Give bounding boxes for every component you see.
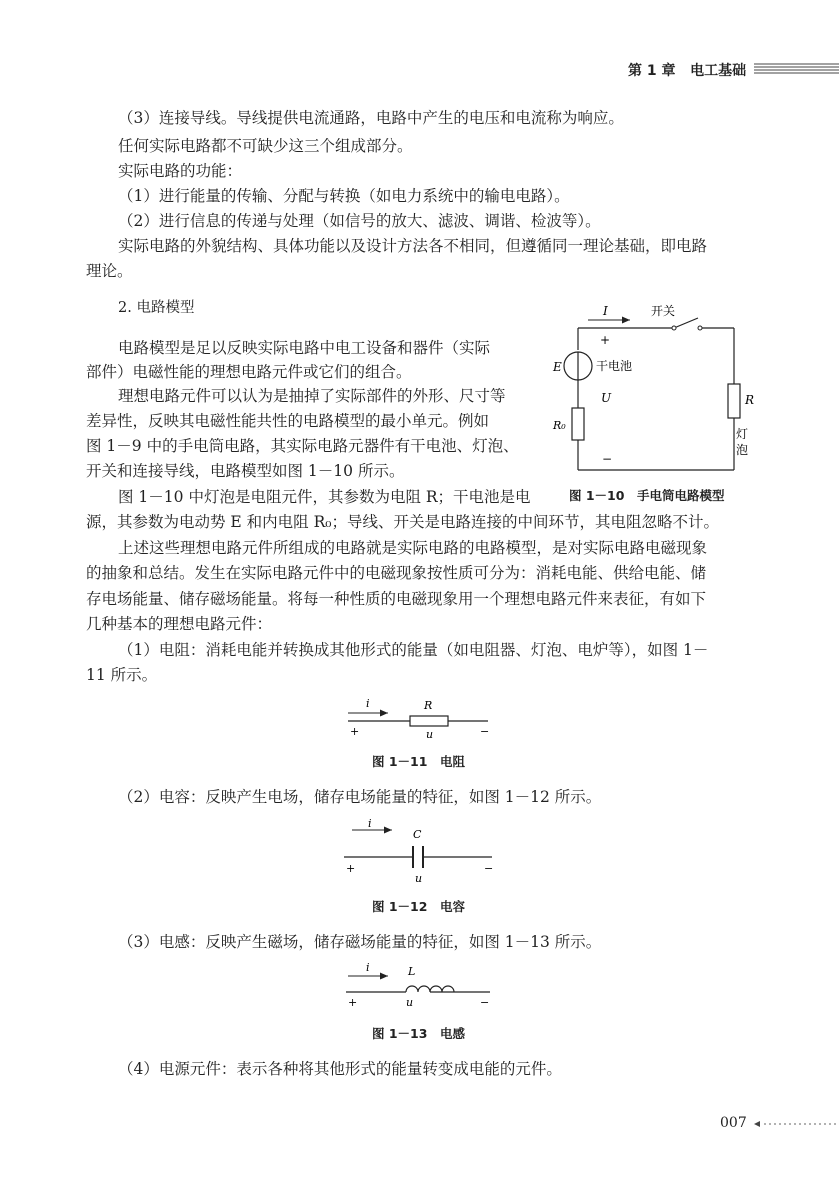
chapter-header	[628, 60, 746, 80]
figure-caption: 图 1－13 电感	[372, 1026, 465, 1041]
inductor-coil	[406, 986, 454, 992]
text-line: 差异性，反映其电磁性能共性的电路模型的最小单元。例如	[86, 412, 490, 430]
text-line: 理论。	[86, 262, 133, 280]
capacitor-label: C	[413, 828, 422, 841]
text-line: 的抽象和总结。发生在实际电路元件中的电磁现象按性质可分为：消耗电能、供给电能、储	[86, 564, 707, 582]
switch-blade	[674, 318, 698, 328]
text-line: （1）电阻：消耗电能并转换成其他形式的能量（如电阻器、灯泡、电炉等），如图 1－	[118, 641, 709, 659]
current-label: i	[366, 962, 370, 974]
voltage-label: u	[426, 728, 434, 741]
text-line: 图 1－10 中灯泡是电阻元件，其参数为电阻 R；干电池是电	[118, 488, 531, 506]
text-line: （1）进行能量的传输、分配与转换（如电力系统中的输电电路）。	[118, 187, 570, 205]
lamp-resistor-symbol	[728, 384, 740, 418]
text-line: 部件）电磁性能的理想电路元件或它们的组合。	[86, 363, 412, 381]
text-line: 理想电路元件可以认为是抽掉了实际部件的外形、尺寸等	[118, 387, 506, 405]
text-line: 存电场能量、储存磁场能量。将每一种性质的电磁现象用一个理想电路元件来表征，有如下	[86, 590, 707, 608]
page-number: 007	[720, 1115, 747, 1131]
section-title: 2. 电路模型	[118, 300, 195, 316]
text-line: 实际电路的功能：	[118, 162, 243, 180]
switch-label: 开关	[651, 304, 676, 318]
figure-caption: 图 1－12 电容	[372, 899, 465, 914]
text-line: （2）电容：反映产生电场，储存电场能量的特征，如图 1－12 所示。	[118, 788, 602, 806]
resistor-symbol	[410, 716, 448, 726]
inductor-label: L	[408, 965, 416, 978]
current-label: i	[366, 697, 370, 710]
voltage-label: U	[601, 391, 612, 405]
lamp-label-2: 泡	[736, 443, 749, 457]
battery-label: 干电池	[596, 359, 633, 373]
switch-contact-left	[672, 326, 676, 330]
text-line: 图 1－9 中的手电筒电路，其实际电路元器件有干电池、灯泡、	[86, 437, 519, 455]
plus-label: +	[346, 862, 356, 875]
minus-label: −	[484, 862, 494, 875]
chapter-number: 第 1 章	[628, 63, 676, 79]
internal-resistance-label: R₀	[553, 419, 566, 432]
text-line: 上述这些理想电路元件所组成的电路就是实际电路的电路模型，是对实际电路电磁现象	[118, 539, 708, 557]
load-resistance-label: R	[745, 393, 755, 407]
inductor-diagram	[340, 962, 500, 1012]
current-label: I	[603, 304, 608, 318]
minus-label: −	[480, 996, 490, 1009]
text-line: 实际电路的外貌结构、具体功能以及设计方法各不相同，但遵循同一理论基础，即电路	[118, 237, 708, 255]
plus-label: +	[350, 725, 360, 738]
text-line: 开关和连接导线，电路模型如图 1－10 所示。	[86, 462, 405, 480]
resistor-label: R	[424, 699, 433, 712]
minus-label: −	[602, 452, 613, 466]
text-line: 电路模型是足以反映实际电路中电工设备和器件（实际	[118, 339, 491, 357]
text-line: 几种基本的理想电路元件：	[86, 615, 273, 633]
footer-dotted-rule	[752, 1118, 839, 1130]
header-rule-lines	[754, 62, 839, 76]
resistor-diagram	[340, 694, 500, 744]
minus-label: −	[480, 725, 490, 738]
switch-contact-right	[698, 326, 702, 330]
text-line: （2）进行信息的传递与处理（如信号的放大、滤波、调谐、检波等）。	[118, 212, 601, 230]
text-line: 11 所示。	[86, 666, 158, 684]
text-line: （3）电感：反映产生磁场，储存磁场能量的特征，如图 1－13 所示。	[118, 933, 602, 951]
figure-caption: 图 1－10 手电筒电路模型	[569, 488, 725, 503]
voltage-label: u	[406, 996, 414, 1009]
emf-label: E	[553, 360, 562, 374]
text-line: 任何实际电路都不可缺少这三个组成部分。	[118, 137, 413, 155]
lamp-label-1: 灯	[736, 427, 749, 441]
text-line: 源，其参数为电动势 E 和内电阻 R₀；导线、开关是电路连接的中间环节，其电阻忽略不计。	[86, 513, 719, 531]
capacitor-diagram	[338, 818, 503, 890]
current-label: i	[368, 818, 372, 830]
plus-label: +	[348, 996, 358, 1009]
text-line: （4）电源元件：表示各种将其他形式的能量转变成电能的元件。	[118, 1060, 562, 1078]
figure-caption: 图 1－11 电阻	[372, 754, 465, 769]
voltage-label: u	[415, 872, 423, 885]
plus-label: +	[600, 333, 611, 347]
chapter-title: 电工基础	[690, 63, 747, 79]
internal-resistor-symbol	[572, 408, 584, 440]
text-line: （3）连接导线。导线提供电流通路，电路中产生的电压和电流称为响应。	[118, 109, 624, 127]
flashlight-circuit-diagram	[548, 300, 768, 490]
